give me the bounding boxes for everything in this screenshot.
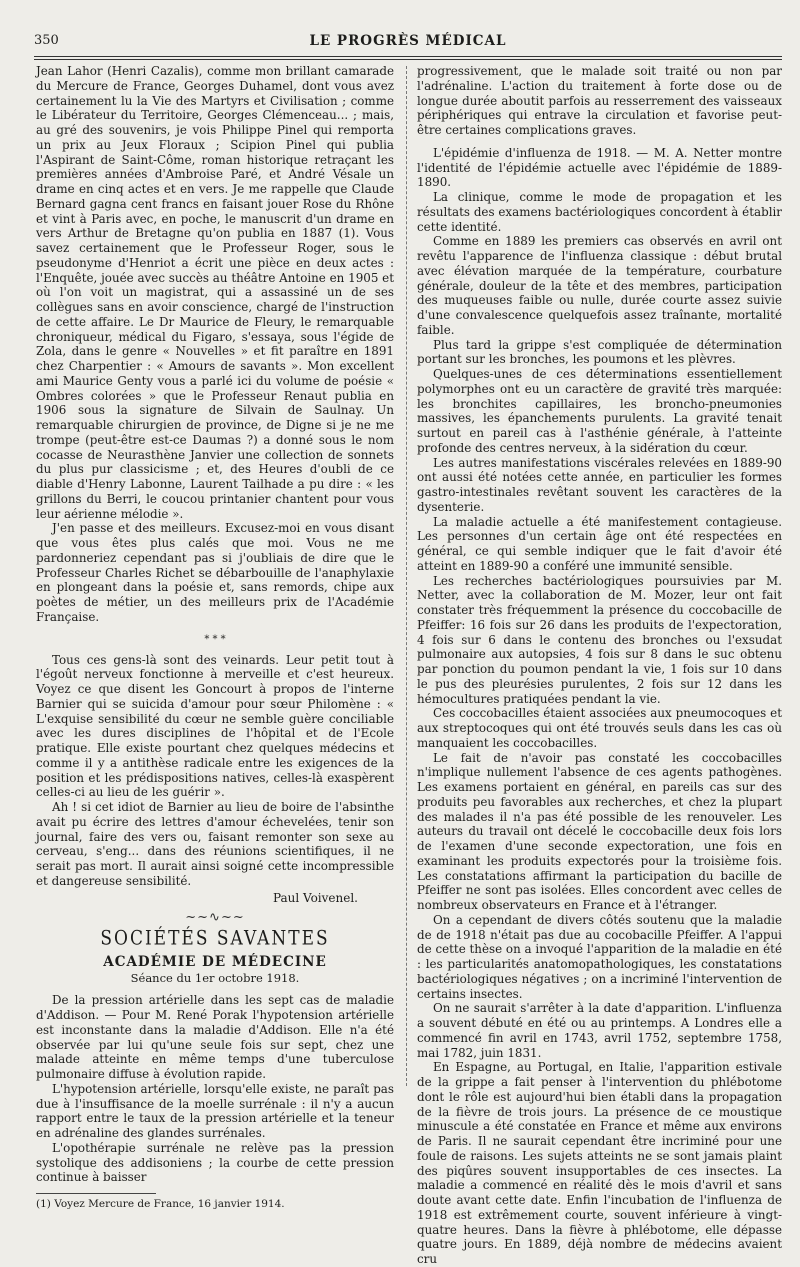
asterism-divider: * * * bbox=[204, 633, 226, 645]
paragraph: Le fait de n'avoir pas constaté les coccobacilles n'implique nullement l'absence de ces agents pathogènes. Les examens portaient en général, en pareils cas sur des produits peu favorables aux recherches, et chez la plupart des malades il n'a pas été possible de les renouveler. Les auteurs du travail ont décelé le coccobacille deux fois lors de l'examen d'une seconde expectoration, une fois en examinant les produits expectorés pour la troisième fois. Les constatations affirmant la participation du bacille de Pfeiffer ne sont pas isolées. Elles concordent avec celles de nombreux observateurs en France et à l'étranger. bbox=[417, 750, 782, 912]
paragraph: Comme en 1889 les premiers cas observés en avril ont revêtu l'apparence de l'influenza classique : début brutal avec élévation marquée de la température, courbature générale, douleur de la tête et des membres, participation des muqueuses faible ou nulle, durée courte assez suivie d'une convalescence quelquefois assez traînante, mortalité faible. bbox=[417, 234, 782, 337]
paragraph: Ces coccobacilles étaient associées aux pneumocoques et aux streptocoques qui ont été trouvés seuls dans les cas où manquaient les coccobacilles. bbox=[417, 706, 782, 750]
paragraph: Jean Lahor (Henri Cazalis), comme mon brillant camarade du Mercure de France, Georges Duhamel, dont vous avez certainement lu la Vie des Martyrs et Civilisation ; comme le Libérateur du Territoire, Georges Clémenceau... ; mais, au gré des souvenirs, je vois Philippe Pinel qui remporta un prix au Jeux Floraux ; Scipion Pinel qui publia l'Aspirant de Saint-Côme, roman historique retraçant les premières années d'Ambroise Paré, et André Vésale un drame en cinq actes et en vers. Je me rappelle que Claude Bernard gagna cent francs en faisant jouer Rose du Rhône et vint à Paris avec, en poche, le manuscrit d'un drame en vers Arthur de Bretagne qu'on publia en 1887 (1). Vous savez certainement que le Professeur Roger, sous le pseudonyme d'Henriot a écrit une pièce en deux actes : l'Enquête, jouée avec succès au théâtre Antoine en 1905 et où l'on voit un magistrat, qui a assassiné un de ses collègues sans en avoir conscience, chargé de l'instruction de cette affaire. Le Dr Maurice de Fleury, le remarquable chroniqueur, médical du Figaro, s'essaya, sous l'égide de Zola, dans le genre « Nouvelles » et fit paraître en 1891 chez Charpentier : « Amours de savants ». Mon excellent ami Maurice Genty vous a parlé ici du volume de poésie « Ombres colorées » que le Professeur Renaut publia en 1906 sous la signature de Silvain de Saulnay. Un remarquable chirurgien de province, de Digne si je ne me trompe (peut-être est-ce Daumas ?) a donné sous le nom cocasse de Neurasthène Janvier une collection de sonnets du plus pur classicisme ; et, des Heures d'oubli de ce diable d'Henry Labonne, Laurent Tailhade a pu dire : « les grillons du Berri, le coucou printanier chantent pour vous leur aérienne mélodie ». bbox=[36, 64, 394, 521]
footnote-rule bbox=[36, 1193, 156, 1194]
paragraph: Quelques-unes de ces déterminations essentiellement polymorphes ont eu un caractère de gravité très marquée: les bronchites capillaires, les broncho-pneumonies massives, les épanchements purulents. La gravité tenait surtout en pareil cas à l'asthénie générale, à l'atteinte profonde des centres nerveux, à la sidération du cœur. bbox=[417, 367, 782, 455]
paragraph: Les autres manifestations viscérales relevées en 1889-90 ont aussi été notées cette année, en particulier les formes gastro-intestinales revêtant souvent les caractères de la dysenterie. bbox=[417, 455, 782, 514]
paragraph: progressivement, que le malade soit traité ou non par l'adrénaline. L'action du traitement à forte dose ou de longue durée aboutit parfois au resserrement des vaisseaux périphériques qui entrave la circulation et favorise peut-être certaines complications graves. bbox=[417, 64, 782, 137]
paragraph: La clinique, comme le mode de propagation et les résultats des examens bactériologiques concordent à établir cette identité. bbox=[417, 190, 782, 234]
paragraph: Ah ! si cet idiot de Barnier au lieu de boire de l'absinthe avait pu écrire des lettres d'amour échevelées, tenir son journal, faire des vers ou, faisant remonter son sexe au cerveau, s'eng... dans des réunions scientifiques, il ne serait pas mort. Il aurait ainsi soigné cette incompressible et dangereuse sensibilité. bbox=[36, 800, 394, 888]
page-number: 350 bbox=[34, 33, 59, 48]
page-header bbox=[34, 33, 782, 53]
subsection-title: ACADÉMIE DE MÉDECINE bbox=[103, 953, 327, 970]
footnote: (1) Voyez Mercure de France, 16 janvier 1914. bbox=[36, 1198, 285, 1210]
section-title: SOCIÉTÉS SAVANTES bbox=[100, 927, 330, 951]
header-rule bbox=[34, 56, 782, 57]
paragraph: Les recherches bactériologiques poursuivies par M. Netter, avec la collaboration de M. Mozer, leur ont fait constater très fréquemment la présence du coccobacille de Pfeiffer: 16 fois sur 26 dans les produits de l'expectoration, 4 fois sur 6 dans le contenu des bronches ou l'exsudat pulmonaire aux autopsies, 4 fois sur 8 dans le suc obtenu par ponction du poumon pendant la vie, 1 fois sur 10 dans le pus des pleurésies purulentes, 2 fois sur 12 dans les hémocultures pratiquées pendant la vie. bbox=[417, 573, 782, 706]
paragraph: De la pression artérielle dans les sept cas de maladie d'Addison. — Pour M. René Porak l'hypotension artérielle est inconstante dans la maladie d'Addison. Elle n'a été observée par lui qu'une seule fois sur sept, chez une malade atteinte en même temps d'une tuberculose pulmonaire diffuse à évolution rapide. bbox=[36, 993, 394, 1081]
left-column bbox=[36, 64, 394, 1211]
article-heading-paragraph: L'épidémie d'influenza de 1918. — M. A. Netter montre l'identité de l'épidémie actuelle avec l'épidémie de 1889-1890. bbox=[417, 145, 782, 190]
paragraph: L'opothérapie surrénale ne relève pas la pression systolique des addisoniens ; la courbe de cette pression continue à baisser bbox=[36, 1140, 394, 1185]
paragraph: On a cependant de divers côtés soutenu que la maladie de de 1918 n'était pas due au cocobacille Pfeiffer. A l'appui de cette thèse on a invoqué l'apparition de la maladie en été : les particularités anatomopathologiques, les constatations bactériologiques négatives ; on a incriminé l'intervention de certains insectes. bbox=[417, 912, 782, 1001]
paragraph: En Espagne, au Portugal, en Italie, l'apparition estivale de la grippe a fait penser à l'intervention du phlébotome dont le rôle est aujourd'hui bien établi dans la propagation de la fièvre de trois jours. La présence de ce moustique minuscule a été constatée en France et même aux environs de Paris. Il ne saurait cependant être incriminé pour une foule de raisons. Les sujets atteints ne se sont jamais plaint des piqûres souvent insupportables de ces insectes. La maladie a commencé en réalité dès le mois d'avril et sans doute avant cette date. Enfin l'incubation de l'influenza de 1918 est extrêmement courte, souvent inférieure à vingt-quatre heures. Dans la fièvre à phlébotome, elle dépasse quatre jours. En 1889, déjà nombre de médecins avaient cru bbox=[417, 1060, 782, 1266]
header-rule-double bbox=[34, 59, 782, 60]
paragraph: Tous ces gens-là sont des veinards. Leur petit tout à l'égoût nerveux fonctionne à merveille et c'est heureux. Voyez ce que disent les Goncourt à propos de l'interne Barnier qui se suicida d'amour pour sœur Philomène : « L'exquise sensibilité du cœur ne semble guère conciliable avec les dures disciplines de l'hôpital et de l'Ecole pratique. Elle existe pourtant chez quelques médecins et comme il y a antithèse radicale entre les exigences de la position et les prédispositions natives, celles-là exaspèrent celles-ci au lieu de les guérir ». bbox=[36, 652, 394, 800]
right-column bbox=[417, 64, 782, 1267]
paragraph: La maladie actuelle a été manifestement contagieuse. Les personnes d'un certain âge ont été respectées en général, ce qui semble indiquer que le fait d'avoir été atteint en 1889-90 a conféré une immunité sensible. bbox=[417, 514, 782, 573]
session-date: Séance du 1er octobre 1918. bbox=[130, 970, 300, 985]
paragraph: On ne saurait s'arrêter à la date d'apparition. L'influenza a souvent débuté en été ou au printemps. A Londres elle a commencé fin avril en 1743, avril 1752, septembre 1758, mai 1782, juin 1831. bbox=[417, 1001, 782, 1060]
column-divider bbox=[406, 66, 407, 1086]
paragraph: L'hypotension artérielle, lorsqu'elle existe, ne paraît pas due à l'insuffisance de la moelle surrénale : il n'y a aucun rapport entre le taux de la pression artérielle et la teneur en adrénaline des glandes surrénales. bbox=[36, 1081, 394, 1140]
journal-title: LE PROGRÈS MÉDICAL bbox=[309, 33, 507, 49]
paragraph: J'en passe et des meilleurs. Excusez-moi en vous disant que vous êtes plus calés que moi. Vous ne me pardonneriez cependant pas si j'oubliais de dire que le Professeur Charles Richet se débarbouille de l'anaphylaxie en plongeant dans la poésie et, sans remords, chipe aux poètes de métier, un des meilleurs prix de l'Académie Française. bbox=[36, 521, 394, 624]
author-signature: Paul Voivenel. bbox=[272, 890, 358, 905]
ornament-divider: ~~∿~~ bbox=[185, 910, 245, 926]
paragraph: Plus tard la grippe s'est compliquée de détermination portant sur les bronches, les poumons et les plèvres. bbox=[417, 337, 782, 367]
